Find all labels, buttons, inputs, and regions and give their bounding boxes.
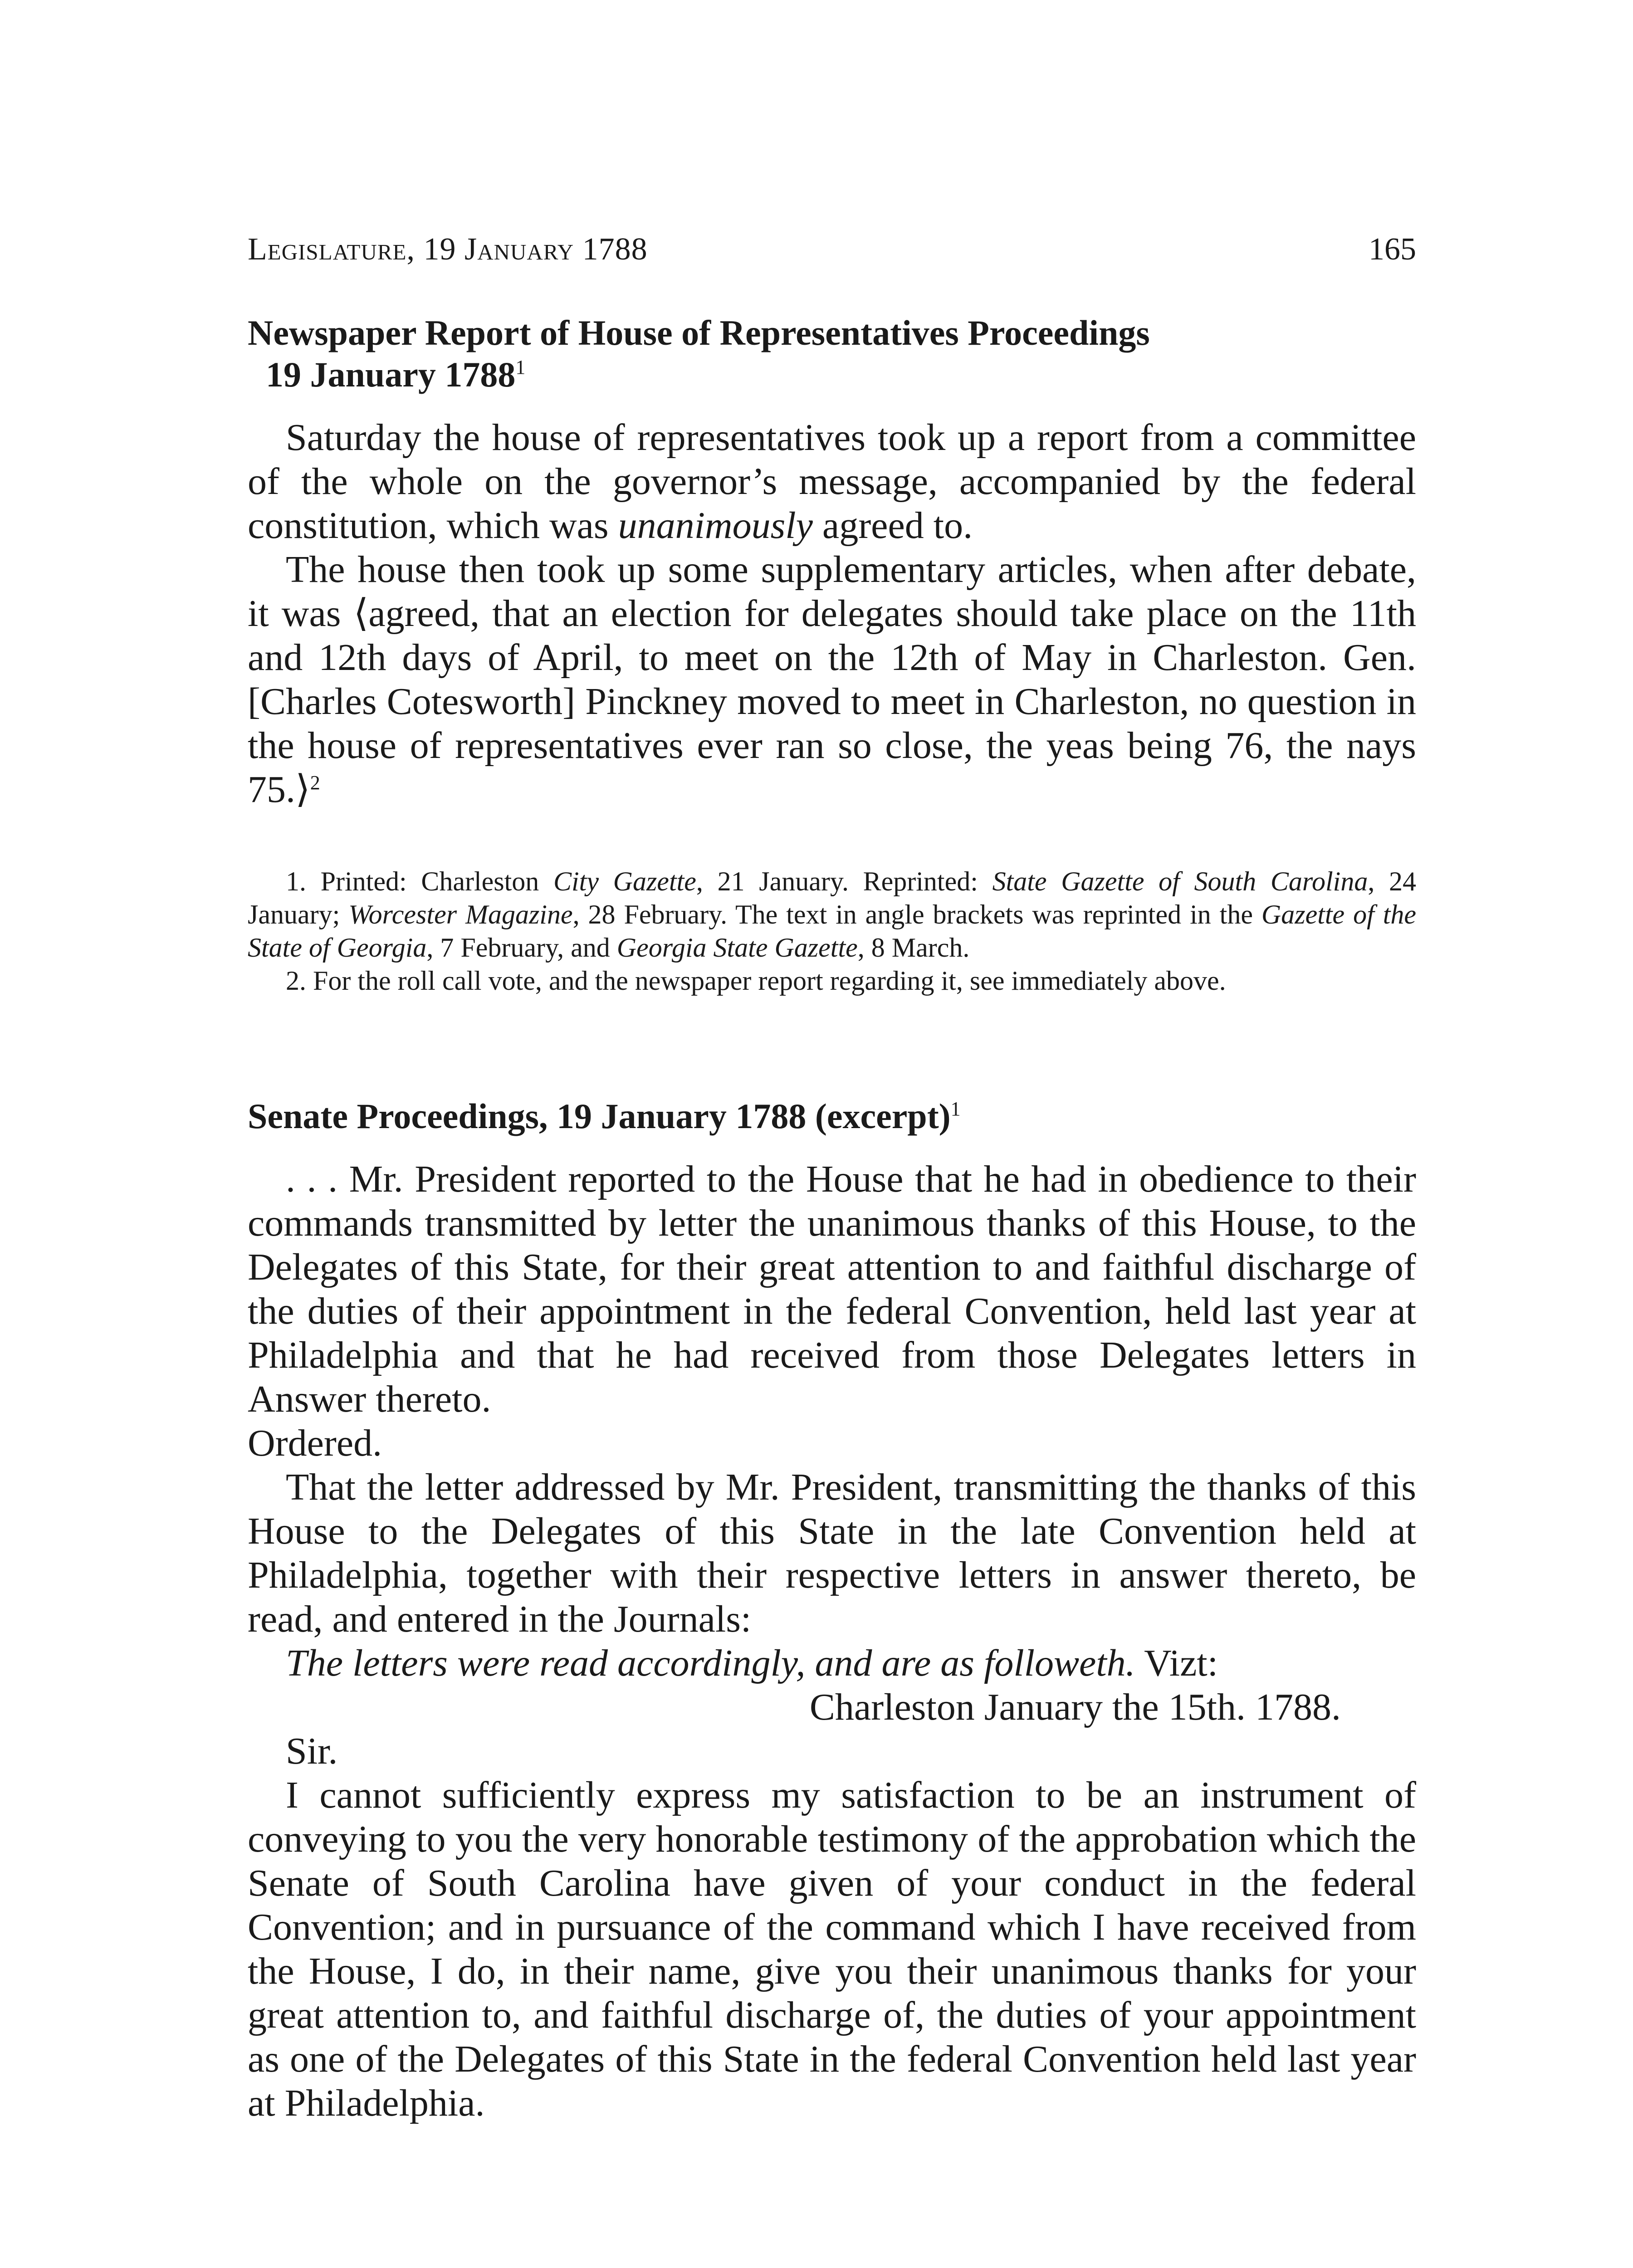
paragraph: That the letter addressed by Mr. President, transmitting the thanks of this House to the Delegates of this State in the late Convention held at Philadelphia, together with their respective letters in answer thereto, be read, and entered in the Journals: bbox=[248, 1466, 1416, 1640]
page-number: 165 bbox=[1369, 232, 1416, 267]
section-body bbox=[248, 415, 1416, 811]
footnote-ref: 1 bbox=[950, 1098, 961, 1120]
senate-proceedings-section bbox=[248, 1095, 1416, 2125]
footnote-2: 2. For the roll call vote, and the newspaper report regarding it, see immediately above. bbox=[286, 966, 1226, 996]
running-head bbox=[248, 229, 1416, 270]
footnote-ref: 2 bbox=[310, 772, 320, 794]
paragraph: The house then took up some supplementary articles, when after debate, it was ⟨agreed, that an election for delegates should take place on the 11th and 12th days of April, to meet on the 12th of May in Charleston. Gen. [Charles Cotesworth] Pinckney moved to meet in Charleston, no question in the house of representatives ever ran so close, the yeas being 76, the nays 75.⟩$^2$ bbox=[248, 548, 1416, 811]
paragraph: I cannot sufficiently express my satisfaction to be an instrument of conveying to you the very honorable testimony of the approbation which the Senate of South Carolina have given of your conduct in the federal Convention; and in pursuance of the command which I have received from the House, I do, in their name, give you their unanimous thanks for your great attention to, and faithful discharge of, the duties of your appointment as one of the Delegates of this State in the federal Convention held last year at Philadelphia. bbox=[248, 1774, 1416, 2124]
section-heading-line1: Newspaper Report of House of Representatives Proceedings bbox=[248, 313, 1150, 352]
section-heading: Senate Proceedings, 19 January 1788 (excerpt)$^1$ bbox=[248, 1096, 961, 1136]
emphasis: unanimously bbox=[618, 504, 813, 547]
newspaper-report-section bbox=[248, 312, 1416, 997]
footnote-ref: 1 bbox=[515, 356, 526, 378]
ordered-line: Ordered. bbox=[248, 1422, 382, 1464]
letters-intro: The letters were read accordingly, and are as followeth. Vizt: bbox=[286, 1642, 1218, 1684]
paragraph: . . . Mr. President reported to the House that he had in obedience to their commands transmitted by letter the unanimous thanks of this House, to the Delegates of this State, for their great attention to and faithful discharge of the duties of their appointment in the federal Convention, held last year at Philadelphia and that he had received from those Delegates letters in Answer thereto. bbox=[248, 1158, 1416, 1420]
paragraph: Saturday the house of representatives took up a report from a committee of the whole on the governor’s message, accompanied by the federal constitution, which was unanimously agreed to. bbox=[248, 416, 1416, 547]
section-body bbox=[248, 1157, 1416, 2125]
section-heading-line2: 19 January 1788 bbox=[266, 355, 516, 394]
footnote-1: 1. Printed: Charleston City Gazette, 21 January. Reprinted: State Gazette of South Carolina, 24 January; Worcester Magazine, 28 February. The text in angle brackets was reprinted in the Gazette of the State of Georgia, 7 February, and Georgia State Gazette, 8 March. bbox=[248, 866, 1417, 963]
section-heading bbox=[248, 312, 1416, 396]
letter-dateline: Charleston January the 15th. 1788. bbox=[809, 1686, 1341, 1728]
letter-salutation: Sir. bbox=[286, 1730, 338, 1772]
footnotes bbox=[248, 865, 1416, 997]
running-head-title: Legislature, 19 January 1788 bbox=[248, 232, 648, 267]
